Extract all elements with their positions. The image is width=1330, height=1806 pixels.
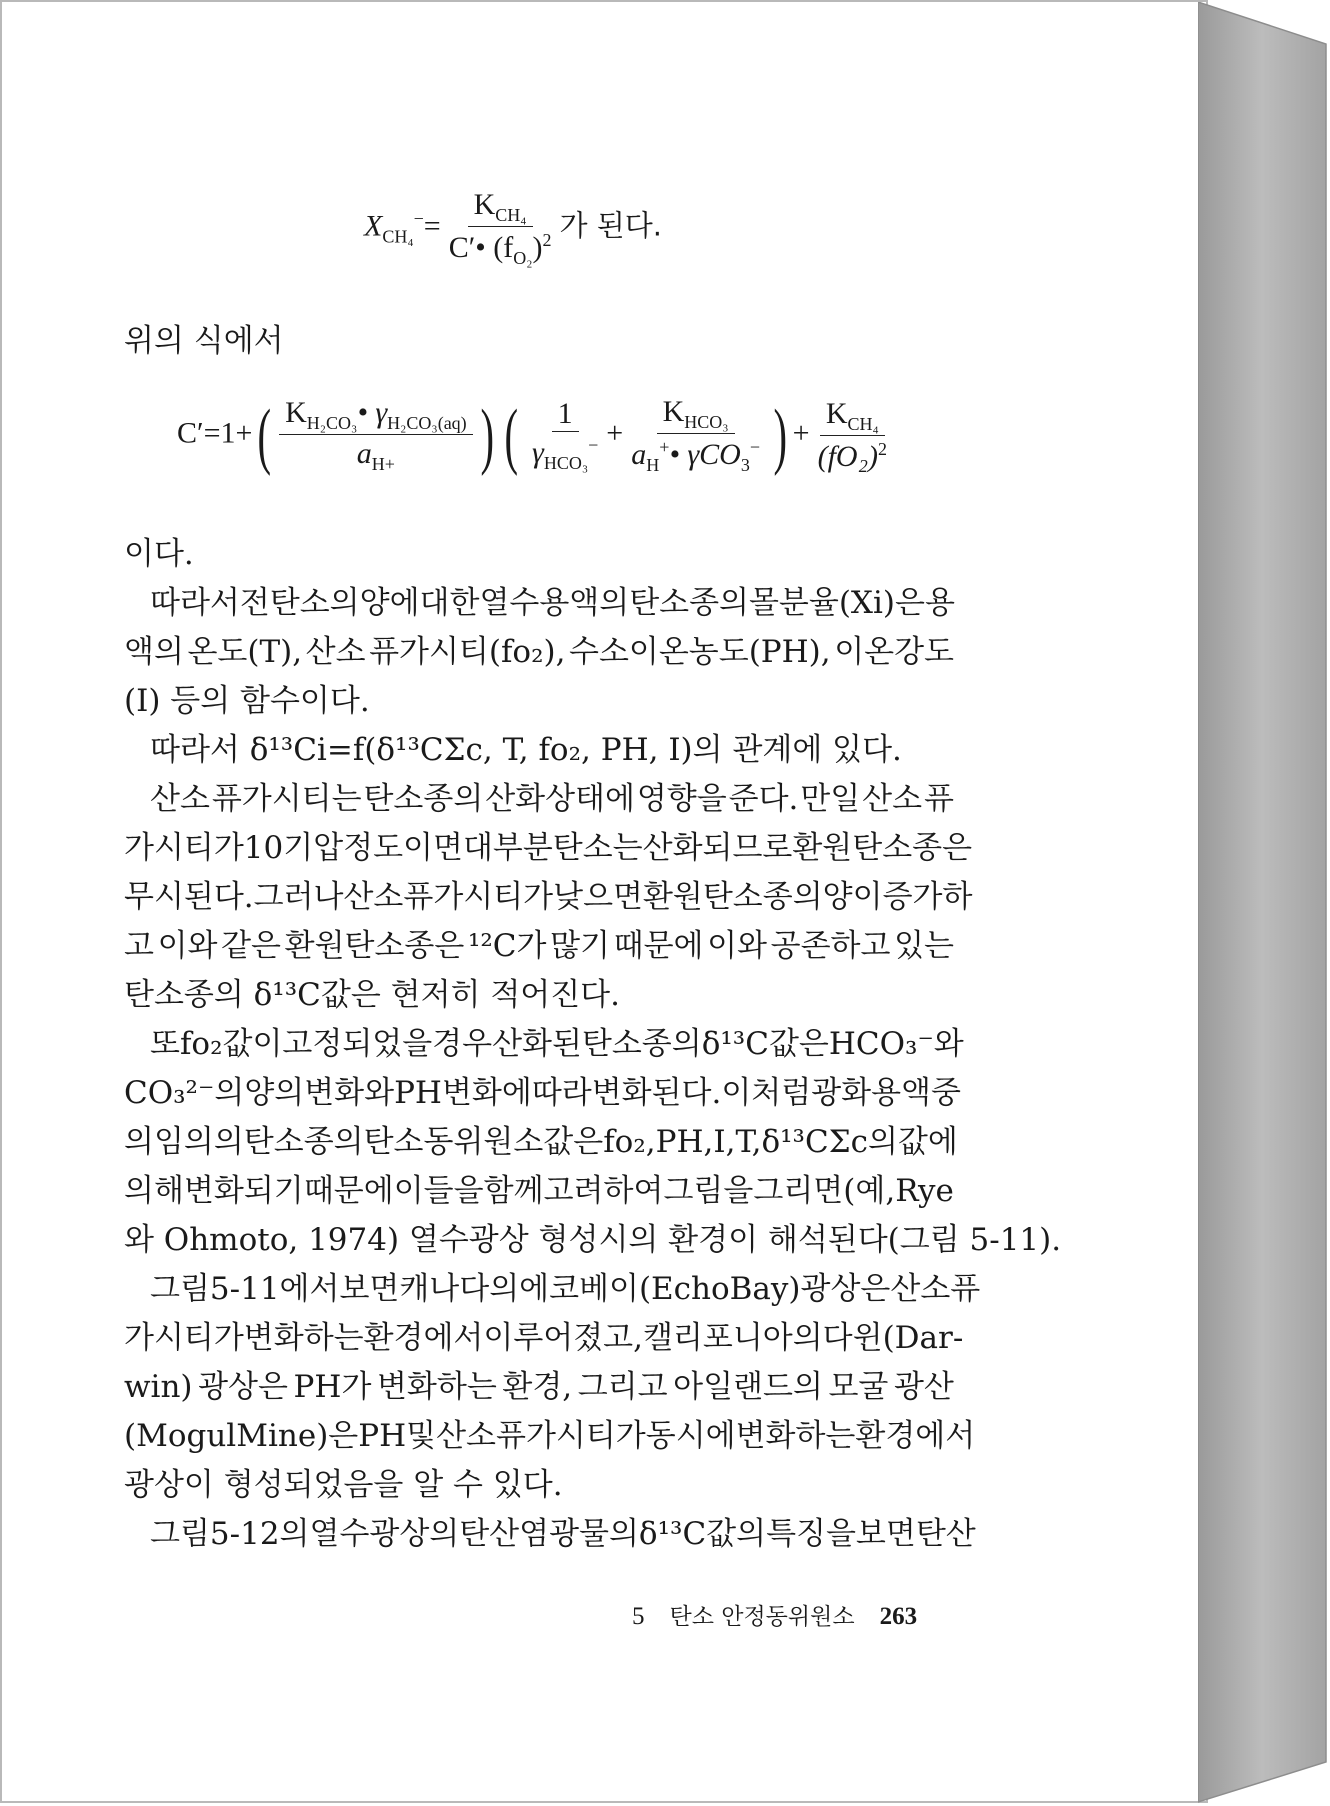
word: 퓨가시티가 bbox=[496, 1418, 646, 1454]
eq1-equals: = bbox=[423, 209, 441, 243]
word: 퓨가시티가 bbox=[403, 879, 554, 915]
eq1-den-tail: ) bbox=[532, 231, 543, 264]
word: 퓨 bbox=[950, 1271, 981, 1307]
word: 산소 bbox=[343, 879, 404, 915]
text-line bbox=[124, 628, 954, 677]
eq2-f4-num: K bbox=[825, 397, 848, 430]
eq1-fraction bbox=[443, 190, 558, 267]
text-line-content: 위의 식에서 bbox=[124, 323, 284, 359]
word: 특징을 bbox=[766, 1516, 856, 1552]
word: 이와 bbox=[157, 928, 218, 964]
eq2-lhs: C′=1+ bbox=[177, 416, 253, 450]
word: 탄소종의 bbox=[629, 585, 749, 621]
word: 퓨가시티는 bbox=[211, 781, 362, 817]
text-line bbox=[124, 1461, 954, 1510]
word: 양에 bbox=[359, 585, 420, 621]
word: 있는 bbox=[894, 928, 954, 964]
word: 환원탄소종은 bbox=[284, 928, 465, 964]
word: 따라서 bbox=[150, 585, 240, 621]
word: 광화용액 bbox=[811, 1075, 931, 1111]
word: 탄소종의 bbox=[581, 1026, 702, 1062]
body-text-main bbox=[124, 530, 1062, 1559]
word: 광산 bbox=[893, 1369, 954, 1405]
word: 고정되었을 bbox=[282, 1026, 433, 1062]
text-line-content: 이다. bbox=[124, 536, 194, 572]
book-edge bbox=[1198, 2, 1328, 1804]
equation-xch4 bbox=[364, 190, 662, 267]
eq2-f4-den-sup: 2 bbox=[878, 439, 887, 459]
left-paren-1: ( bbox=[257, 394, 272, 477]
text-line bbox=[124, 579, 954, 628]
word: 많기 bbox=[550, 928, 611, 964]
word: 탄산 bbox=[915, 1516, 976, 1552]
eq1-den-sub: O₂ bbox=[513, 248, 533, 268]
word: 온도(T), bbox=[187, 634, 303, 670]
word: 양이 bbox=[822, 879, 883, 915]
text-line bbox=[124, 530, 194, 579]
word: 이들을 bbox=[393, 1173, 484, 1209]
word: 퓨 bbox=[923, 781, 954, 817]
word: PH, bbox=[655, 1124, 714, 1160]
eq1-lhs-sub: CH₄ bbox=[382, 226, 414, 247]
word: 아일랜드의 bbox=[673, 1369, 823, 1405]
word: 산소 bbox=[150, 781, 210, 817]
word: 공존하고 bbox=[770, 928, 891, 964]
text-line bbox=[124, 971, 954, 1020]
word: 탄소는 bbox=[552, 830, 643, 866]
word: 환경에서 bbox=[363, 1320, 484, 1356]
eq2-fraction-3 bbox=[625, 397, 766, 474]
eq1-lhs: X bbox=[364, 209, 383, 243]
word: 탄소 bbox=[363, 1124, 424, 1160]
word: I, bbox=[713, 1124, 736, 1160]
eq2-f3-den-a: a bbox=[631, 438, 647, 471]
word: PH bbox=[358, 1418, 407, 1454]
text-line bbox=[124, 726, 954, 775]
word: 대한 bbox=[419, 585, 480, 621]
word: 그림을 bbox=[663, 1173, 754, 1209]
word: CO₃²⁻의 bbox=[124, 1075, 245, 1111]
word: 5-12의 bbox=[209, 1516, 310, 1552]
word: 전탄소의 bbox=[239, 585, 360, 621]
eq1-den: C′• (f bbox=[448, 231, 514, 264]
word: 에코베이(Echo bbox=[519, 1271, 730, 1307]
line-spacer bbox=[124, 530, 954, 579]
word: (Mogul bbox=[124, 1418, 237, 1454]
body-text bbox=[124, 317, 954, 366]
eq2-fraction-2 bbox=[526, 399, 604, 472]
word: 이처럼 bbox=[721, 1075, 812, 1111]
word: 영향을 bbox=[636, 781, 727, 817]
text-line-content: 와 Ohmoto, 1974) 열수광상 형성시의 환경이 해석된다(그림 5-11). bbox=[124, 1222, 1062, 1258]
word: 같은 bbox=[221, 928, 282, 964]
word: ¹²C가 bbox=[467, 928, 547, 964]
eq2-f1-den: a bbox=[356, 437, 372, 470]
text-line bbox=[124, 1020, 964, 1069]
eq2-f1-num-sub: H₂CO₃ bbox=[306, 413, 358, 433]
word: 수소이온농도(PH), bbox=[569, 634, 831, 670]
word: 산화되므로 bbox=[642, 830, 793, 866]
eq2-f1-den-sub: H+ bbox=[371, 454, 395, 474]
word: 환원탄소종은 bbox=[792, 830, 973, 866]
eq2-f3-den-sup: − bbox=[749, 437, 760, 457]
word: 정도이면 bbox=[343, 830, 463, 866]
text-line-content: 따라서 δ¹³Ci=f(δ¹³CΣc, T, fo₂, PH, I)의 관계에 있다. bbox=[150, 732, 902, 768]
word: 가시티가 bbox=[124, 1320, 244, 1356]
word: 고 bbox=[124, 928, 154, 964]
right-paren-2: ) bbox=[773, 394, 788, 477]
word: 변화하는 bbox=[735, 1418, 856, 1454]
word: HCO₃⁻와 bbox=[828, 1026, 964, 1062]
text-line bbox=[124, 1363, 954, 1412]
text-line bbox=[124, 1510, 976, 1559]
word: 값에 bbox=[897, 1124, 958, 1160]
word: Rye bbox=[895, 1173, 954, 1209]
footer-title: 탄소 안정동위원소 bbox=[669, 1604, 855, 1630]
eq2-f3-den-sub: 3 bbox=[740, 455, 750, 475]
eq2-f1-num-mid: • γ bbox=[357, 396, 388, 429]
word: δ¹³CΣc의 bbox=[761, 1124, 898, 1160]
word: 변화에 bbox=[441, 1075, 532, 1111]
text-line bbox=[124, 922, 954, 971]
word: 열수광상의 bbox=[309, 1516, 460, 1552]
word: 산소 bbox=[862, 781, 923, 817]
word: Mine)은 bbox=[236, 1418, 359, 1454]
word: 대부분 bbox=[462, 830, 553, 866]
eq1-lhs-sup: − bbox=[413, 208, 424, 229]
word: 10기압 bbox=[243, 830, 344, 866]
text-line bbox=[124, 677, 954, 726]
word: 광상은 bbox=[800, 1271, 891, 1307]
eq2-f1-num: K bbox=[285, 396, 307, 429]
word: 또 bbox=[150, 1026, 180, 1062]
word: 그리면 bbox=[753, 1173, 844, 1209]
right-paren-1: ) bbox=[480, 394, 494, 477]
eq2-plus-2: + bbox=[792, 416, 810, 450]
word: δ¹³C값은 bbox=[701, 1026, 829, 1062]
word: 산소 bbox=[436, 1418, 497, 1454]
word: 고려하여 bbox=[543, 1173, 664, 1209]
word: 이온강도 bbox=[834, 634, 954, 670]
eq2-f4-den: (fO₂) bbox=[817, 440, 878, 473]
word: 무시된다. bbox=[124, 879, 254, 915]
text-line bbox=[124, 1412, 976, 1461]
word: 산화된 bbox=[492, 1026, 582, 1062]
word: 환경, bbox=[502, 1369, 573, 1405]
word: 변화된다. bbox=[591, 1075, 722, 1111]
word: 중 bbox=[931, 1075, 961, 1111]
text-line bbox=[124, 775, 954, 824]
word: 용 bbox=[924, 585, 955, 621]
word: 산소 bbox=[890, 1271, 951, 1307]
eq2-f3-den-a-sup: + bbox=[659, 437, 670, 457]
word: 그림 bbox=[150, 1516, 210, 1552]
word: 캐나다의 bbox=[399, 1271, 520, 1307]
word: 임의의 bbox=[153, 1124, 244, 1160]
word: 그리고 bbox=[577, 1369, 668, 1405]
word: 경우 bbox=[432, 1026, 493, 1062]
word: 산화상태에 bbox=[485, 781, 635, 817]
word: 의 bbox=[124, 1124, 154, 1160]
word: 준다. bbox=[728, 781, 799, 817]
eq1-num: K bbox=[473, 188, 496, 221]
word: 보면 bbox=[339, 1271, 400, 1307]
word: 가시티가 bbox=[124, 830, 244, 866]
word: 탄소종의 bbox=[363, 781, 484, 817]
text-line-content: 탄소종의 δ¹³C값은 현저히 적어진다. bbox=[124, 977, 620, 1013]
eq2-f2-num: 1 bbox=[552, 399, 579, 432]
word: 때문에 bbox=[613, 928, 704, 964]
eq1-den-sup: 2 bbox=[542, 230, 552, 250]
word: 증가하 bbox=[882, 879, 973, 915]
equation-c-prime bbox=[177, 394, 895, 477]
eq2-f3-num: K bbox=[662, 395, 685, 428]
footer-chapter: 5 bbox=[632, 1603, 645, 1630]
eq2-f3-den-a-sub: H bbox=[646, 455, 660, 475]
text-line bbox=[124, 873, 973, 922]
word: 그러나 bbox=[253, 879, 344, 915]
page-footer bbox=[632, 1598, 917, 1631]
word: 보면 bbox=[855, 1516, 916, 1552]
word: (예, bbox=[843, 1173, 896, 1209]
text-line bbox=[124, 1118, 958, 1167]
word: 변화와 bbox=[304, 1075, 395, 1111]
left-paren-2: ( bbox=[504, 394, 519, 477]
text-line bbox=[124, 1265, 981, 1314]
word: 모굴 bbox=[828, 1369, 889, 1405]
text-line bbox=[124, 1216, 1062, 1265]
eq2-plus-1: + bbox=[606, 416, 624, 450]
text-line-content: (I) 등의 함수이다. bbox=[124, 683, 370, 719]
word: 및 bbox=[406, 1418, 437, 1454]
eq2-f2-den-sup: − bbox=[588, 435, 599, 455]
word: 낮으면 bbox=[553, 879, 643, 915]
word: 열수용액의 bbox=[479, 585, 630, 621]
word: 따라 bbox=[531, 1075, 592, 1111]
eq2-f2-den-sub: HCO₃ bbox=[543, 453, 589, 473]
word: 퓨가시티(fo₂), bbox=[369, 634, 566, 670]
word: 환원탄소종의 bbox=[642, 879, 823, 915]
word: 이와 bbox=[707, 928, 768, 964]
eq2-f4-num-sub: CH₄ bbox=[847, 414, 879, 434]
word: 산소 bbox=[305, 634, 366, 670]
word: 동시에 bbox=[645, 1418, 736, 1454]
word: 함께 bbox=[483, 1173, 544, 1209]
word: fo₂값이 bbox=[179, 1026, 283, 1062]
text-line bbox=[124, 1314, 964, 1363]
word: 양의 bbox=[244, 1075, 305, 1111]
word: 몰분율(Xi)은 bbox=[748, 585, 925, 621]
word: T, bbox=[735, 1124, 762, 1160]
eq2-f1-num-sub2: H₂CO₃(aq) bbox=[387, 413, 467, 433]
eq2-f2-den: γ bbox=[532, 436, 544, 469]
word: 그림 bbox=[150, 1271, 210, 1307]
word: 동위원소값은 bbox=[423, 1124, 604, 1160]
word: PH가 bbox=[293, 1369, 372, 1405]
word: PH bbox=[394, 1075, 442, 1111]
word: 이루어졌고, bbox=[483, 1320, 643, 1356]
word: 때문에 bbox=[303, 1173, 394, 1209]
word: 5-11에서 bbox=[209, 1271, 340, 1307]
word: δ¹³C값의 bbox=[638, 1516, 767, 1552]
text-line-content: 광상이 형성되었음을 알 수 있다. bbox=[124, 1467, 563, 1503]
word: 변화하는 bbox=[243, 1320, 364, 1356]
text-line bbox=[124, 317, 954, 366]
word: 탄산염광물의 bbox=[459, 1516, 639, 1552]
eq2-fraction-4 bbox=[812, 399, 893, 472]
word: 다윈(Dar- bbox=[822, 1320, 964, 1356]
eq1-num-sub: CH₄ bbox=[495, 205, 527, 225]
word: 액의 bbox=[124, 634, 184, 670]
word: win) bbox=[124, 1369, 193, 1405]
word: 만일 bbox=[800, 781, 861, 817]
eq2-f3-den-mid: • γCO bbox=[669, 438, 741, 471]
eq1-tail: 가 된다. bbox=[559, 208, 663, 243]
word: fo₂, bbox=[603, 1124, 656, 1160]
word: 변화하는 bbox=[376, 1369, 497, 1405]
word: Bay) bbox=[729, 1271, 801, 1307]
eq2-fraction-1 bbox=[279, 398, 473, 473]
word: 광상은 bbox=[198, 1369, 288, 1405]
word: 변화되기 bbox=[183, 1173, 304, 1209]
text-line bbox=[124, 824, 973, 873]
page-number: 263 bbox=[879, 1603, 918, 1630]
word: 의해 bbox=[124, 1173, 184, 1209]
text-line bbox=[124, 1167, 954, 1216]
eq2-f3-num-sub: HCO₃ bbox=[684, 412, 729, 432]
word: 탄소종의 bbox=[243, 1124, 364, 1160]
word: 캘리포니아의 bbox=[642, 1320, 823, 1356]
word: 환경에서 bbox=[855, 1418, 976, 1454]
text-line bbox=[124, 1069, 961, 1118]
